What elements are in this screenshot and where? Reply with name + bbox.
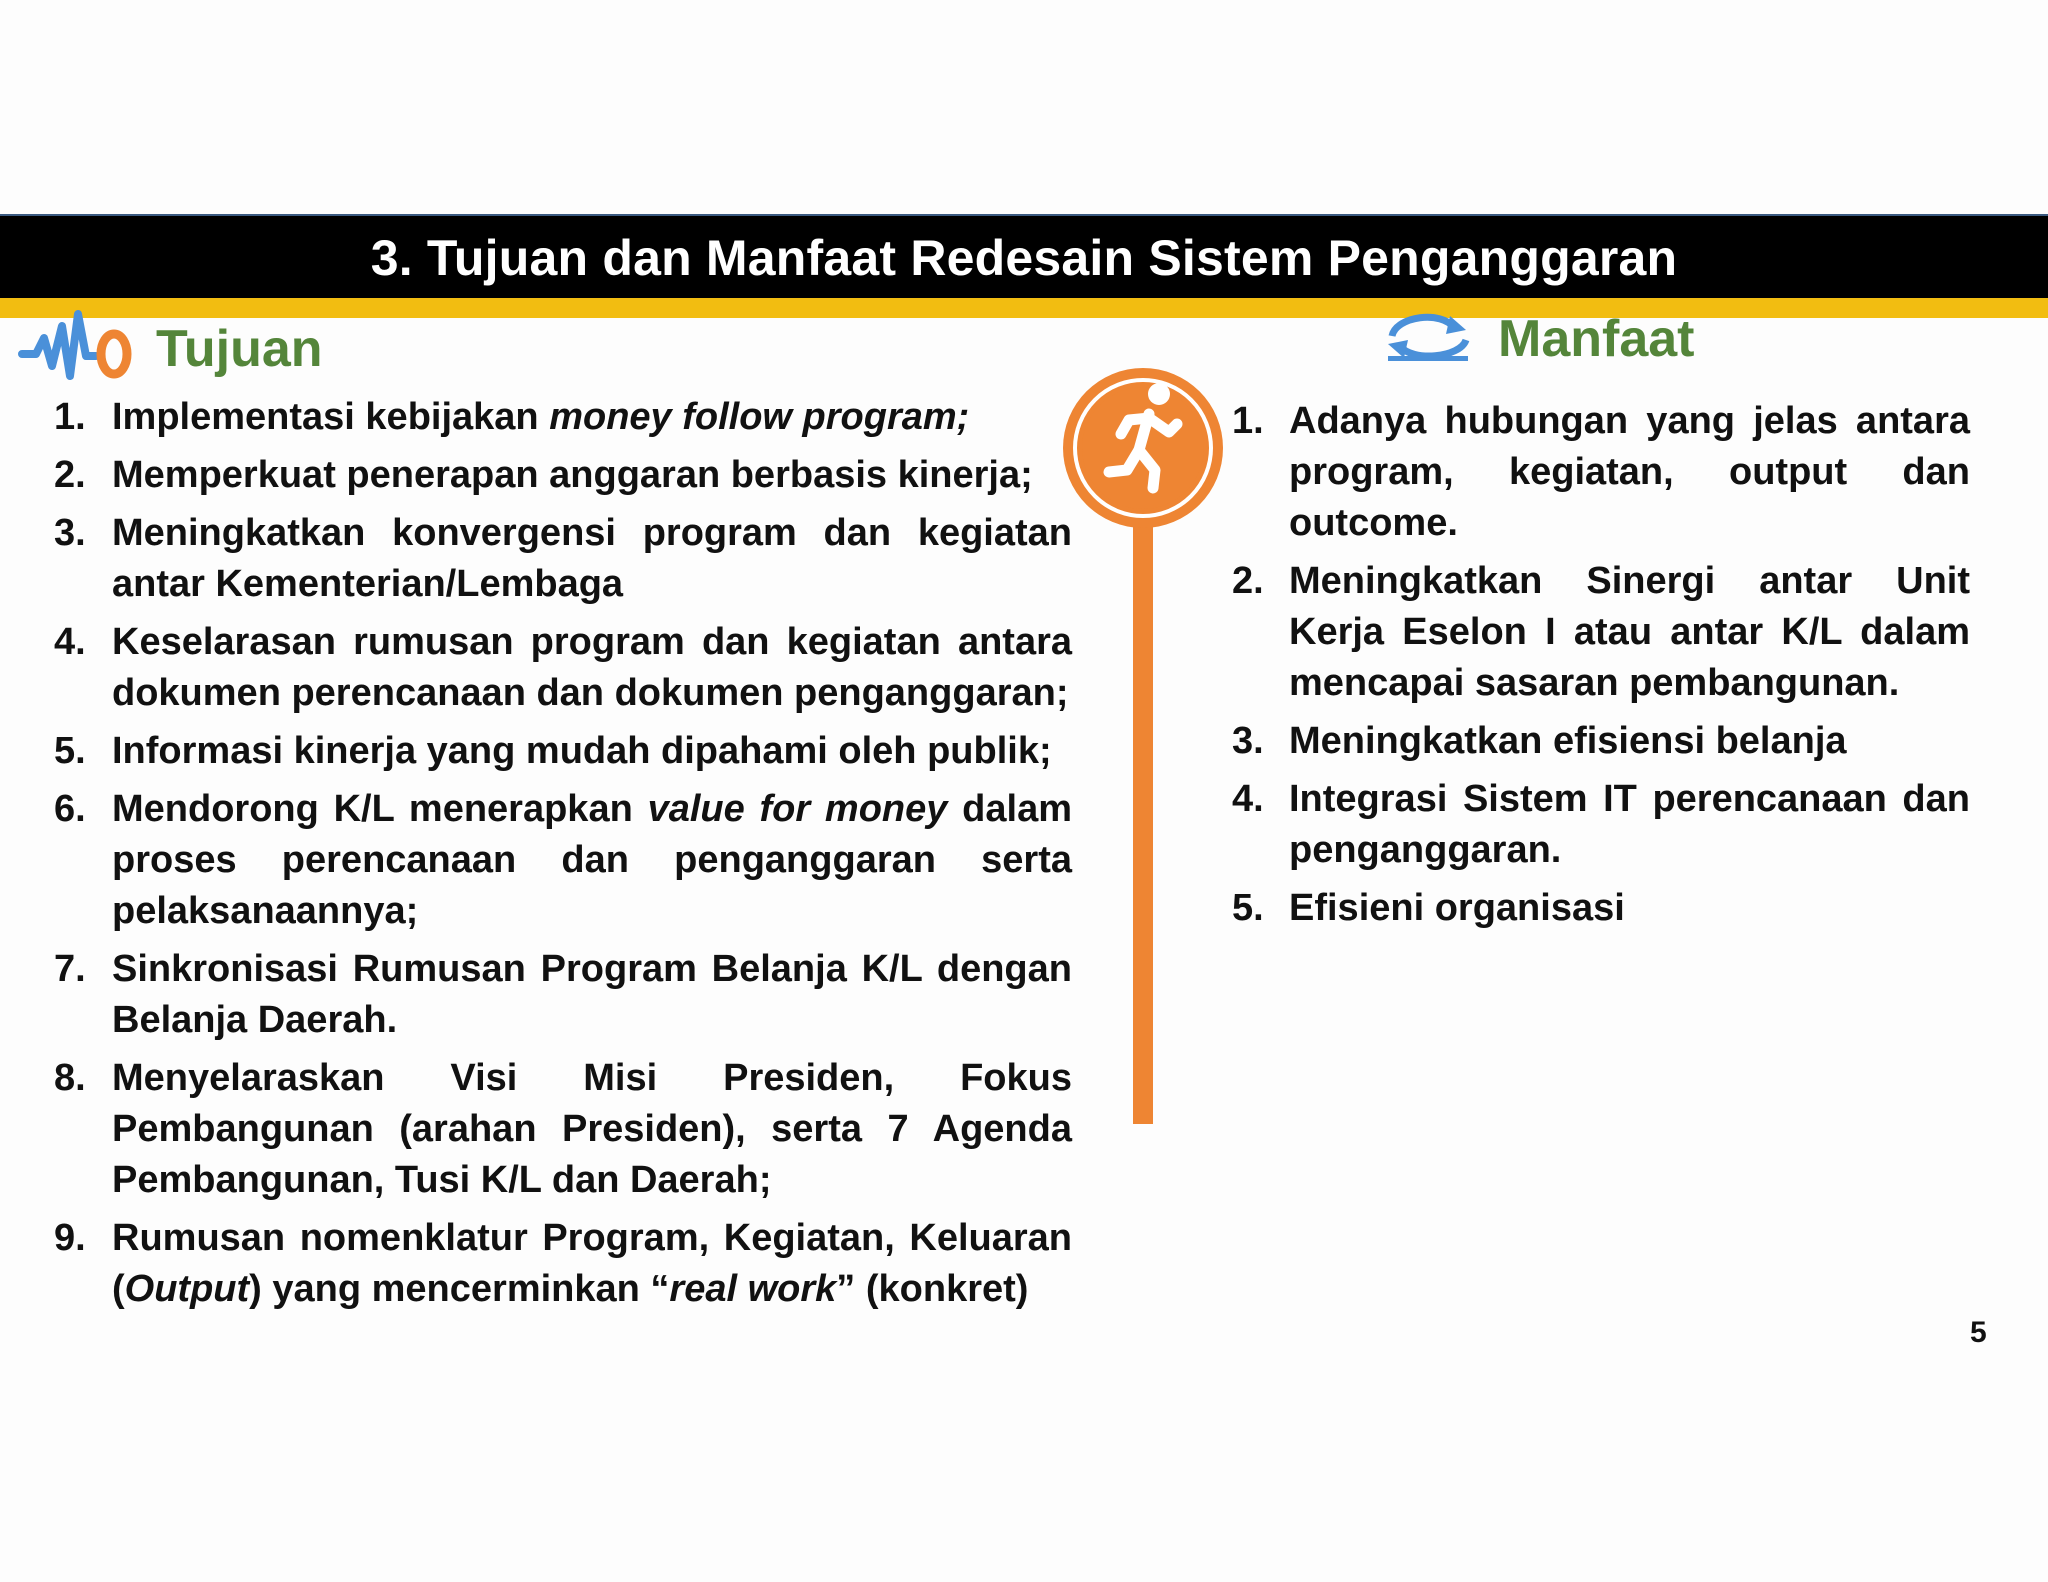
tujuan-item-text: Sinkronisasi Rumusan Program Belanja K/L dengan Belanja Daerah. [112,948,1072,1041]
tujuan-item [54,617,1072,719]
manfaat-item-number: 5. [1232,887,1264,929]
tujuan-heading [18,306,323,391]
manfaat-item-text: Meningkatkan Sinergi antar Unit Kerja Eselon I atau antar K/L dalam mencapai sasaran pembangunan. [1289,560,1970,704]
manfaat-item [1232,556,1970,709]
tujuan-item-text: Implementasi kebijakan [112,396,550,438]
tujuan-item [54,392,1072,443]
tujuan-item-text: Rumusan nomenklatur Program, Kegiatan, Keluaran ( [112,1217,1072,1310]
tujuan-item-text: real work [669,1268,837,1310]
tujuan-item-number: 5. [54,730,86,772]
slide-title: 3. Tujuan dan Manfaat Redesain Sistem Penganggaran [370,230,1678,286]
tujuan-item [54,784,1072,937]
tujuan-item [54,726,1072,777]
tujuan-item-number: 4. [54,621,86,663]
tujuan-item-number: 7. [54,948,86,990]
manfaat-item-number: 4. [1232,778,1264,820]
manfaat-list [1232,396,1970,941]
tujuan-item-text: Meningkatkan konvergensi program dan kegiatan antar Kementerian/Lembaga [112,512,1072,605]
divider-pole [1133,520,1153,1124]
tujuan-item [54,1053,1072,1206]
tujuan-item-text: ” (konkret) [836,1268,1029,1310]
tujuan-item [54,944,1072,1046]
manfaat-item [1232,396,1970,549]
tujuan-item-text: Memperkuat penerapan anggaran berbasis kinerja; [112,454,1033,496]
tujuan-item-text: Mendorong K/L menerapkan [112,788,648,830]
manfaat-item [1232,883,1970,934]
tujuan-item-number: 9. [54,1217,86,1259]
manfaat-item-text: Efisieni organisasi [1289,887,1625,929]
tujuan-item-number: 2. [54,454,86,496]
tujuan-item-text: dalam proses perencanaan dan penganggaran serta pelaksanaannya; [112,788,1072,932]
tujuan-item-text: Informasi kinerja yang mudah dipahami oleh publik; [112,730,1052,772]
pulse-logo-icon [18,306,136,391]
cycle-arrows-icon [1382,306,1478,371]
running-person-icon [1057,362,1229,539]
tujuan-list [54,392,1072,1322]
manfaat-item-number: 3. [1232,720,1264,762]
manfaat-heading [1382,306,1694,371]
tujuan-item [54,508,1072,610]
page-number: 5 [1970,1316,1987,1349]
tujuan-item-text: value for money [647,788,948,830]
manfaat-item-number: 1. [1232,400,1264,442]
tujuan-item-text: Output [124,1268,250,1310]
manfaat-item-number: 2. [1232,560,1264,602]
manfaat-item-text: Meningkatkan efisiensi belanja [1289,720,1847,762]
tujuan-item-number: 8. [54,1057,86,1099]
title-bar [0,214,2048,300]
manfaat-item-text: Adanya hubungan yang jelas antara program, kegiatan, output dan outcome. [1289,400,1970,544]
tujuan-item [54,1213,1072,1315]
manfaat-item [1232,774,1970,876]
tujuan-item-number: 3. [54,512,86,554]
tujuan-item-number: 1. [54,396,86,438]
tujuan-item-text: Menyelaraskan Visi Misi Presiden, Fokus Pembangunan (arahan Presiden), serta 7 Agenda Pembangunan, Tusi K/L dan Daerah; [112,1057,1072,1201]
tujuan-item-text: money follow program; [549,396,970,438]
manfaat-item [1232,716,1970,767]
manfaat-heading-label: Manfaat [1498,309,1695,368]
tujuan-item [54,450,1072,501]
tujuan-item-text: Keselarasan rumusan program dan kegiatan antara dokumen perencanaan dan dokumen penganggaran; [112,621,1072,714]
tujuan-item-number: 6. [54,788,86,830]
manfaat-item-text: Integrasi Sistem IT perencanaan dan penganggaran. [1289,778,1970,871]
tujuan-item-text: ) yang mencerminkan “ [249,1268,670,1310]
tujuan-heading-label: Tujuan [156,319,323,378]
